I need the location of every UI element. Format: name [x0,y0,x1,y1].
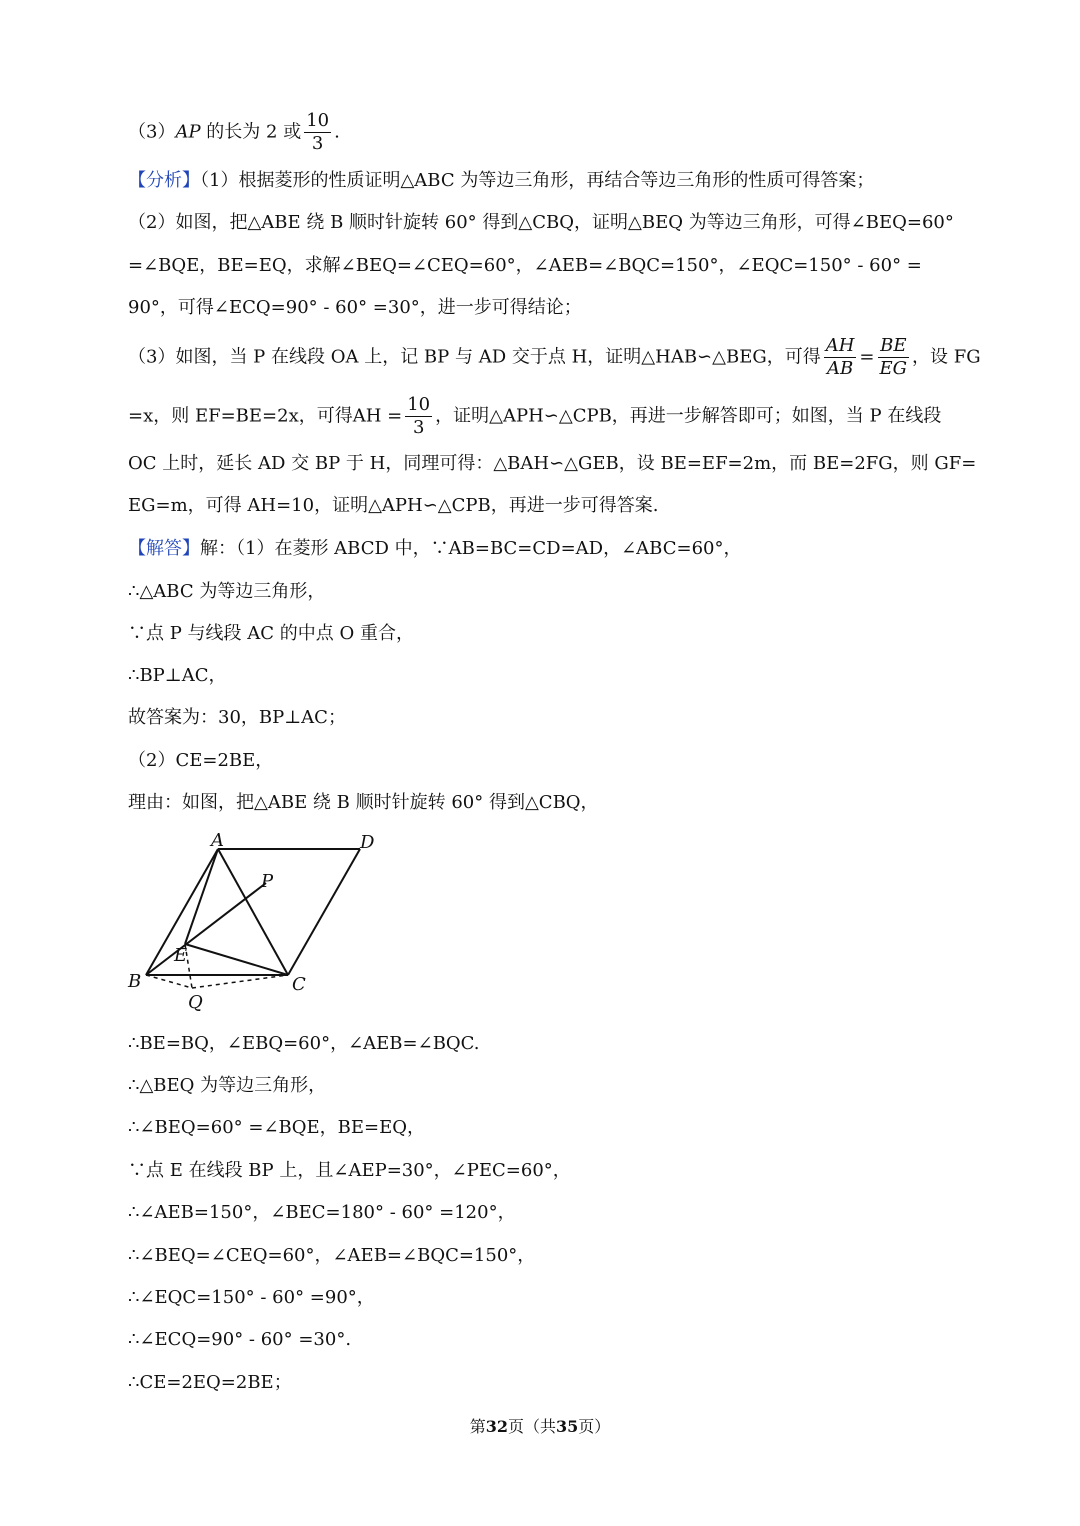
text: OC 上时，延长 AD 交 BP 于 H，同理可得：△BAH∽△GEB，设 BE=EF=2m，而 BE=2FG，则 GF= [128,453,977,474]
text: （1）根据菱形的性质证明△ABC 为等边三角形，再结合等边三角形的性质可得答案； [200,170,875,191]
solution-line-6 [128,752,273,770]
page-number: 32 [485,1417,508,1436]
proof-line-9 [128,1374,292,1392]
text: = [859,346,875,368]
analysis-line-3 [128,257,922,275]
text: ∴∠BEQ=∠CEQ=60°，∠AEB=∠BQC=150°， [128,1245,536,1266]
footer-suffix: 页） [578,1417,611,1436]
proof-line-4 [128,1162,571,1180]
fraction-denominator: AB [826,358,854,379]
analysis-line-7 [128,455,976,473]
fraction-numerator: AH [825,335,855,356]
segment-dc [288,849,360,975]
text: ，设 FG [912,346,981,368]
text: ∴CE=2EQ=2BE； [128,1372,292,1393]
analysis-line-8 [128,497,658,515]
fraction-denominator: 3 [311,133,324,154]
analysis-line-6 [128,396,941,437]
text: EG=m，可得 AH=10，证明△APH∽△CPB，再进一步可得答案. [128,495,659,516]
text: ∴∠EQC=150° - 60° =90°， [128,1287,375,1308]
proof-line-7 [128,1289,375,1307]
text: 90°，可得∠ECQ=90° - 60° =30°，进一步可得结论； [128,297,582,318]
fraction [878,337,910,378]
fraction [304,112,331,153]
point-label-d: D [360,832,375,853]
geometry-diagram [120,825,390,1020]
solution-line-3 [128,625,414,643]
text: （2）如图，把△ABE 绕 B 顺时针旋转 60° 得到△CBQ，证明△BEQ 为等边三角形，可得∠BEQ=60° [128,212,954,233]
text: （3） [128,121,176,143]
solution-line-1 [128,540,742,558]
point-label-b: B [128,971,142,992]
solution-line-4 [128,667,227,685]
text: AP [175,121,201,143]
text: （3）如图，当 P 在线段 OA 上，记 BP 与 AD 交于点 H，证明△HAB∽△BEG，可得 [128,346,821,368]
fraction-numerator: 10 [407,394,431,415]
analysis-tag: 【分析】 [128,170,200,191]
analysis-line-1 [128,172,874,190]
point-label-a: A [211,830,224,851]
text: ∴△ABC 为等边三角形， [128,581,326,602]
text: 故答案为：30，BP⊥AC； [128,707,346,728]
solution-line-5 [128,709,346,727]
proof-line-5 [128,1204,516,1222]
analysis-line-4 [128,299,582,317]
text: ∴△BEQ 为等边三角形， [128,1075,327,1096]
point-label-q: Q [188,992,203,1013]
fraction-numerator: BE [878,337,910,358]
proof-line-1 [128,1035,480,1053]
text: 解：（1）在菱形 ABCD 中，∵AB=BC=CD=AD，∠ABC=60°， [200,538,742,559]
point-label-p: P [261,871,274,892]
text: ∴∠AEB=150°，∠BEC=180° - 60° =120°， [128,1202,516,1223]
segment-qc [192,975,288,988]
fraction-denominator: EG [879,358,908,379]
proof-line-6 [128,1247,535,1265]
page-total: 35 [556,1417,579,1436]
solution-tag: 【解答】 [128,538,200,559]
text: 理由：如图，把△ABE 绕 B 顺时针旋转 60° 得到△CBQ， [128,792,599,813]
text: =x，则 EF=BE=2x，可得AH = [128,405,403,427]
analysis-line-5 [128,337,981,378]
footer-prefix: 第 [469,1417,486,1436]
text: ∵点 E 在线段 BP 上，且∠AEP=30°，∠PEC=60°， [128,1160,571,1181]
fraction-numerator: 10 [306,110,330,131]
proof-line-8 [128,1331,351,1349]
text: ∴∠BEQ=60° =∠BQE，BE=EQ， [128,1117,425,1138]
text: （2）CE=2BE， [128,750,274,771]
text: . [334,121,340,143]
point-label-c: C [292,974,306,995]
fraction [824,337,857,378]
text: 的长为 2 或 [200,121,302,143]
answer-part3-line [128,112,340,153]
footer-mid: 页（共 [507,1417,556,1436]
segment-bp [146,883,266,975]
fraction-denominator: 3 [412,417,425,438]
fraction [405,396,432,437]
segment-bq [146,975,192,988]
analysis-line-2 [128,214,954,232]
text: ，证明△APH∽△CPB，再进一步解答即可；如图，当 P 在线段 [435,405,942,427]
proof-line-2 [128,1077,326,1095]
point-label-e: E [174,945,188,966]
proof-line-3 [128,1119,425,1137]
text: ∴BP⊥AC， [128,665,227,686]
solution-line-7 [128,794,599,812]
text: =∠BQE，BE=EQ，求解∠BEQ=∠CEQ=60°，∠AEB=∠BQC=150°，∠EQC=150° - 60° = [128,255,922,276]
text: ∴BE=BQ，∠EBQ=60°，∠AEB=∠BQC. [128,1033,480,1054]
page-footer [0,1414,1080,1437]
text: ∵点 P 与线段 AC 的中点 O 重合， [128,623,414,644]
solution-line-2 [128,583,325,601]
text: ∴∠ECQ=90° - 60° =30°. [128,1329,352,1350]
